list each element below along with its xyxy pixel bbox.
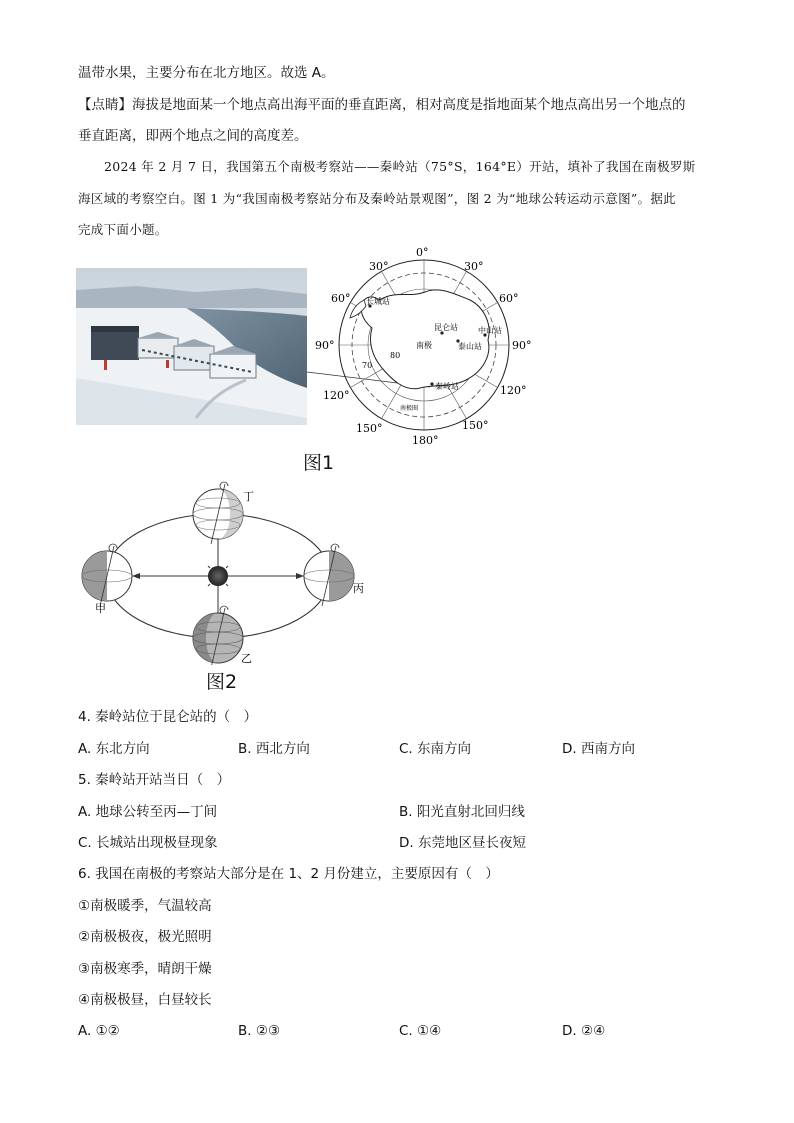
question-6-option-d[interactable]: D. ②④ <box>562 1023 606 1039</box>
lon-90e-label: 90° <box>512 339 532 352</box>
position-yi-label: 乙 <box>241 652 252 665</box>
question-6-option-a[interactable]: A. ①② <box>78 1023 120 1039</box>
earth-bing-icon <box>304 544 354 606</box>
position-bing-label: 丙 <box>353 582 364 595</box>
antarctica-polar-map <box>300 242 540 452</box>
zhongshan-label: 中山站 <box>478 326 502 335</box>
question-4-option-b[interactable]: B. 西北方向 <box>238 741 310 757</box>
paragraph-line: 2024 年 2 月 7 日，我国第五个南极考察站——秦岭站（75°S，164°E）开站，填补了我国在南极罗斯 <box>104 159 696 174</box>
lon-30e-label: 30° <box>464 260 484 273</box>
lat-80-label: 80 <box>390 351 401 360</box>
taishan-label: 泰山站 <box>458 342 482 351</box>
lon-0-label: 0° <box>416 246 429 259</box>
question-6-option-b[interactable]: B. ②③ <box>238 1023 281 1039</box>
question-6-item: ①南极暖季，气温较高 <box>78 898 212 914</box>
earth-orbit-diagram <box>74 480 364 665</box>
paragraph-line: 【点睛】海拔是地面某一个地点高出海平面的垂直距离，相对高度是指地面某个地点高出另一个地点的 <box>78 97 686 113</box>
question-4-stem: 4. 秦岭站位于昆仑站的（ ） <box>78 709 258 725</box>
earth-yi-icon <box>193 606 243 665</box>
changcheng-label: 长城站 <box>366 297 390 306</box>
lon-120w-label: 120° <box>323 389 350 402</box>
lon-180-label: 180° <box>412 434 439 447</box>
qinling-marker <box>430 382 433 385</box>
question-4-option-a[interactable]: A. 东北方向 <box>78 741 150 757</box>
pole-label: 南极 <box>416 341 432 350</box>
question-5-option-b[interactable]: B. 阳光直射北回归线 <box>399 804 525 820</box>
question-5-option-c[interactable]: C. 长城站出现极昼现象 <box>78 835 218 851</box>
lon-60e-label: 60° <box>499 292 519 305</box>
question-5-stem: 5. 秦岭站开站当日（ ） <box>78 772 231 788</box>
paragraph-line: 完成下面小题。 <box>78 222 168 237</box>
sun-icon <box>208 566 228 586</box>
lat-70-label: 70 <box>362 361 373 370</box>
question-5-option-d[interactable]: D. 东莞地区昼长夜短 <box>399 835 526 851</box>
earth-ding-icon <box>193 482 243 544</box>
qinling-station-photo <box>76 268 307 425</box>
question-6-item: ③南极寒季，晴朗干燥 <box>78 961 212 977</box>
question-6-stem: 6. 我国在南极的考察站大部分是在 1、2 月份建立，主要原因有（ ） <box>78 866 499 882</box>
antarctic-circle-label: 南极圈 <box>400 405 419 412</box>
position-jia-label: 甲 <box>95 602 106 615</box>
paragraph-line: 海区域的考察空白。图 1 为“我国南极考察站分布及秦岭站景观图”，图 2 为“地球公转运动示意图”。据此 <box>78 191 676 206</box>
position-ding-label: 丁 <box>243 490 254 503</box>
lon-150w-label: 150° <box>356 422 383 435</box>
question-5-option-a[interactable]: A. 地球公转至丙—丁间 <box>78 804 218 820</box>
kunlun-label: 昆仑站 <box>434 323 458 332</box>
qinling-label: 秦岭站 <box>435 382 459 391</box>
paragraph-line: 温带水果，主要分布在北方地区。故选 A。 <box>78 65 335 81</box>
lon-60w-label: 60° <box>331 292 351 305</box>
figure1-caption: 图1 <box>303 452 335 474</box>
lon-150e-label: 150° <box>462 419 489 432</box>
question-6-item: ④南极极昼，白昼较长 <box>78 992 212 1008</box>
question-6-option-c[interactable]: C. ①④ <box>399 1023 442 1039</box>
paragraph-line: 垂直距离，即两个地点之间的高度差。 <box>78 128 308 144</box>
question-4-option-d[interactable]: D. 西南方向 <box>562 741 635 757</box>
lon-120e-label: 120° <box>500 384 527 397</box>
earth-jia-icon <box>82 544 132 606</box>
question-4-option-c[interactable]: C. 东南方向 <box>399 741 472 757</box>
lon-90w-label: 90° <box>315 339 335 352</box>
figure2-caption: 图2 <box>206 671 238 693</box>
lon-30w-label: 30° <box>369 260 389 273</box>
question-6-item: ②南极极夜，极光照明 <box>78 929 212 945</box>
